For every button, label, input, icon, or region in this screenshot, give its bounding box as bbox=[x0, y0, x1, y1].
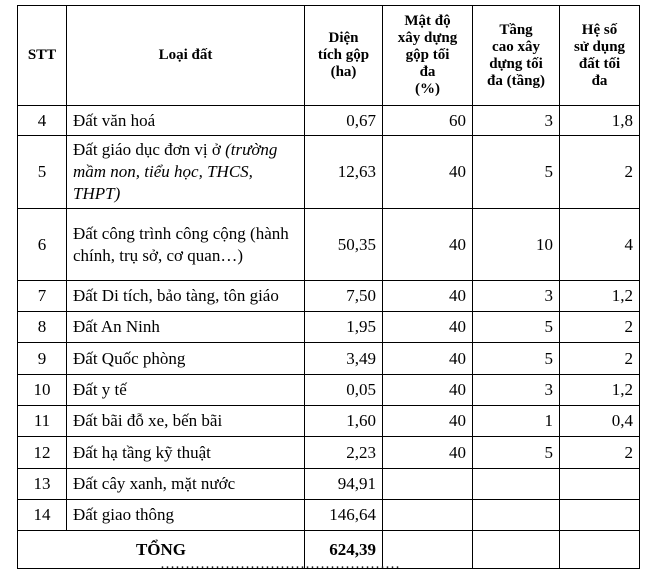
total-floors bbox=[473, 531, 560, 569]
cell-type: Đất bãi đỗ xe, bến bãi bbox=[67, 406, 305, 437]
cell-area: 12,63 bbox=[305, 136, 383, 209]
header-area: Diện tích gộp (ha) bbox=[305, 6, 383, 106]
cell-ratio: 2 bbox=[560, 136, 640, 209]
cell-type: Đất y tế bbox=[67, 375, 305, 406]
header-ratio: Hệ số sử dụng đất tối đa bbox=[560, 6, 640, 106]
cell-stt: 13 bbox=[18, 469, 67, 500]
cell-area: 0,67 bbox=[305, 106, 383, 136]
table-row bbox=[18, 437, 640, 469]
cell-density: 40 bbox=[383, 136, 473, 209]
table-row bbox=[18, 375, 640, 406]
cell-ratio: 2 bbox=[560, 312, 640, 343]
cell-area: 7,50 bbox=[305, 281, 383, 312]
cell-density: 40 bbox=[383, 437, 473, 469]
cell-stt: 9 bbox=[18, 343, 67, 375]
cell-density: 60 bbox=[383, 106, 473, 136]
cell-stt: 14 bbox=[18, 500, 67, 531]
cell-stt: 5 bbox=[18, 136, 67, 209]
cell-density: 40 bbox=[383, 343, 473, 375]
cell-ratio: 2 bbox=[560, 343, 640, 375]
cell-type: Đất Di tích, bảo tàng, tôn giáo bbox=[67, 281, 305, 312]
cell-density: 40 bbox=[383, 312, 473, 343]
cell-floors: 10 bbox=[473, 209, 560, 281]
table-row bbox=[18, 500, 640, 531]
table-row bbox=[18, 281, 640, 312]
cell-density: 40 bbox=[383, 209, 473, 281]
cell-type bbox=[67, 136, 305, 209]
cell-area: 3,49 bbox=[305, 343, 383, 375]
cell-type: Đất cây xanh, mặt nước bbox=[67, 469, 305, 500]
cell-floors: 5 bbox=[473, 312, 560, 343]
cell-area: 94,91 bbox=[305, 469, 383, 500]
table-row bbox=[18, 106, 640, 136]
cell-type: Đất Quốc phòng bbox=[67, 343, 305, 375]
cell-stt: 6 bbox=[18, 209, 67, 281]
header-density: Mật độ xây dựng gộp tối đa (%) bbox=[383, 6, 473, 106]
cell-floors: 5 bbox=[473, 437, 560, 469]
total-area: 624,39 bbox=[305, 531, 383, 569]
cell-stt: 7 bbox=[18, 281, 67, 312]
cell-floors: 3 bbox=[473, 375, 560, 406]
cell-stt: 12 bbox=[18, 437, 67, 469]
cell-density bbox=[383, 469, 473, 500]
cell-floors bbox=[473, 469, 560, 500]
cell-floors: 1 bbox=[473, 406, 560, 437]
cell-type-note: (trường mầm non, tiểu học, THCS, THPT) bbox=[73, 140, 278, 203]
cell-type: Đất văn hoá bbox=[67, 106, 305, 136]
total-ratio bbox=[560, 531, 640, 569]
header-row bbox=[18, 6, 640, 106]
cell-floors: 5 bbox=[473, 136, 560, 209]
cell-ratio: 0,4 bbox=[560, 406, 640, 437]
table-row bbox=[18, 343, 640, 375]
cell-area: 2,23 bbox=[305, 437, 383, 469]
cell-ratio: 2 bbox=[560, 437, 640, 469]
cell-floors: 3 bbox=[473, 281, 560, 312]
table-row bbox=[18, 136, 640, 209]
header-stt: STT bbox=[18, 6, 67, 106]
cell-area: 0,05 bbox=[305, 375, 383, 406]
cell-area: 146,64 bbox=[305, 500, 383, 531]
cutoff-text: ………………………………………… bbox=[160, 556, 400, 572]
header-floors: Tầng cao xây dựng tối đa (tầng) bbox=[473, 6, 560, 106]
table-row bbox=[18, 406, 640, 437]
cell-type-main: Đất giáo dục đơn vị ở bbox=[73, 140, 221, 159]
cell-density bbox=[383, 500, 473, 531]
total-label: TỔNG bbox=[18, 531, 305, 569]
cell-ratio: 4 bbox=[560, 209, 640, 281]
cell-area: 1,60 bbox=[305, 406, 383, 437]
header-land-type: Loại đất bbox=[67, 6, 305, 106]
cell-type: Đất hạ tầng kỹ thuật bbox=[67, 437, 305, 469]
cell-area: 1,95 bbox=[305, 312, 383, 343]
cell-floors: 5 bbox=[473, 343, 560, 375]
cell-density: 40 bbox=[383, 406, 473, 437]
table-row bbox=[18, 209, 640, 281]
cell-stt: 10 bbox=[18, 375, 67, 406]
table-row bbox=[18, 469, 640, 500]
cell-area: 50,35 bbox=[305, 209, 383, 281]
cell-ratio: 1,2 bbox=[560, 375, 640, 406]
cell-stt: 8 bbox=[18, 312, 67, 343]
cell-ratio bbox=[560, 500, 640, 531]
cell-ratio: 1,2 bbox=[560, 281, 640, 312]
cell-type: Đất An Ninh bbox=[67, 312, 305, 343]
cell-stt: 4 bbox=[18, 106, 67, 136]
cell-type: Đất công trình công cộng (hành chính, trụ sở, cơ quan…) bbox=[67, 209, 305, 281]
cell-density: 40 bbox=[383, 375, 473, 406]
cell-floors: 3 bbox=[473, 106, 560, 136]
cell-density: 40 bbox=[383, 281, 473, 312]
table-row bbox=[18, 312, 640, 343]
cell-type: Đất giao thông bbox=[67, 500, 305, 531]
cell-floors bbox=[473, 500, 560, 531]
cutoff-next-line bbox=[0, 556, 645, 573]
cell-ratio: 1,8 bbox=[560, 106, 640, 136]
cell-stt: 11 bbox=[18, 406, 67, 437]
cell-ratio bbox=[560, 469, 640, 500]
land-use-table bbox=[17, 5, 640, 569]
